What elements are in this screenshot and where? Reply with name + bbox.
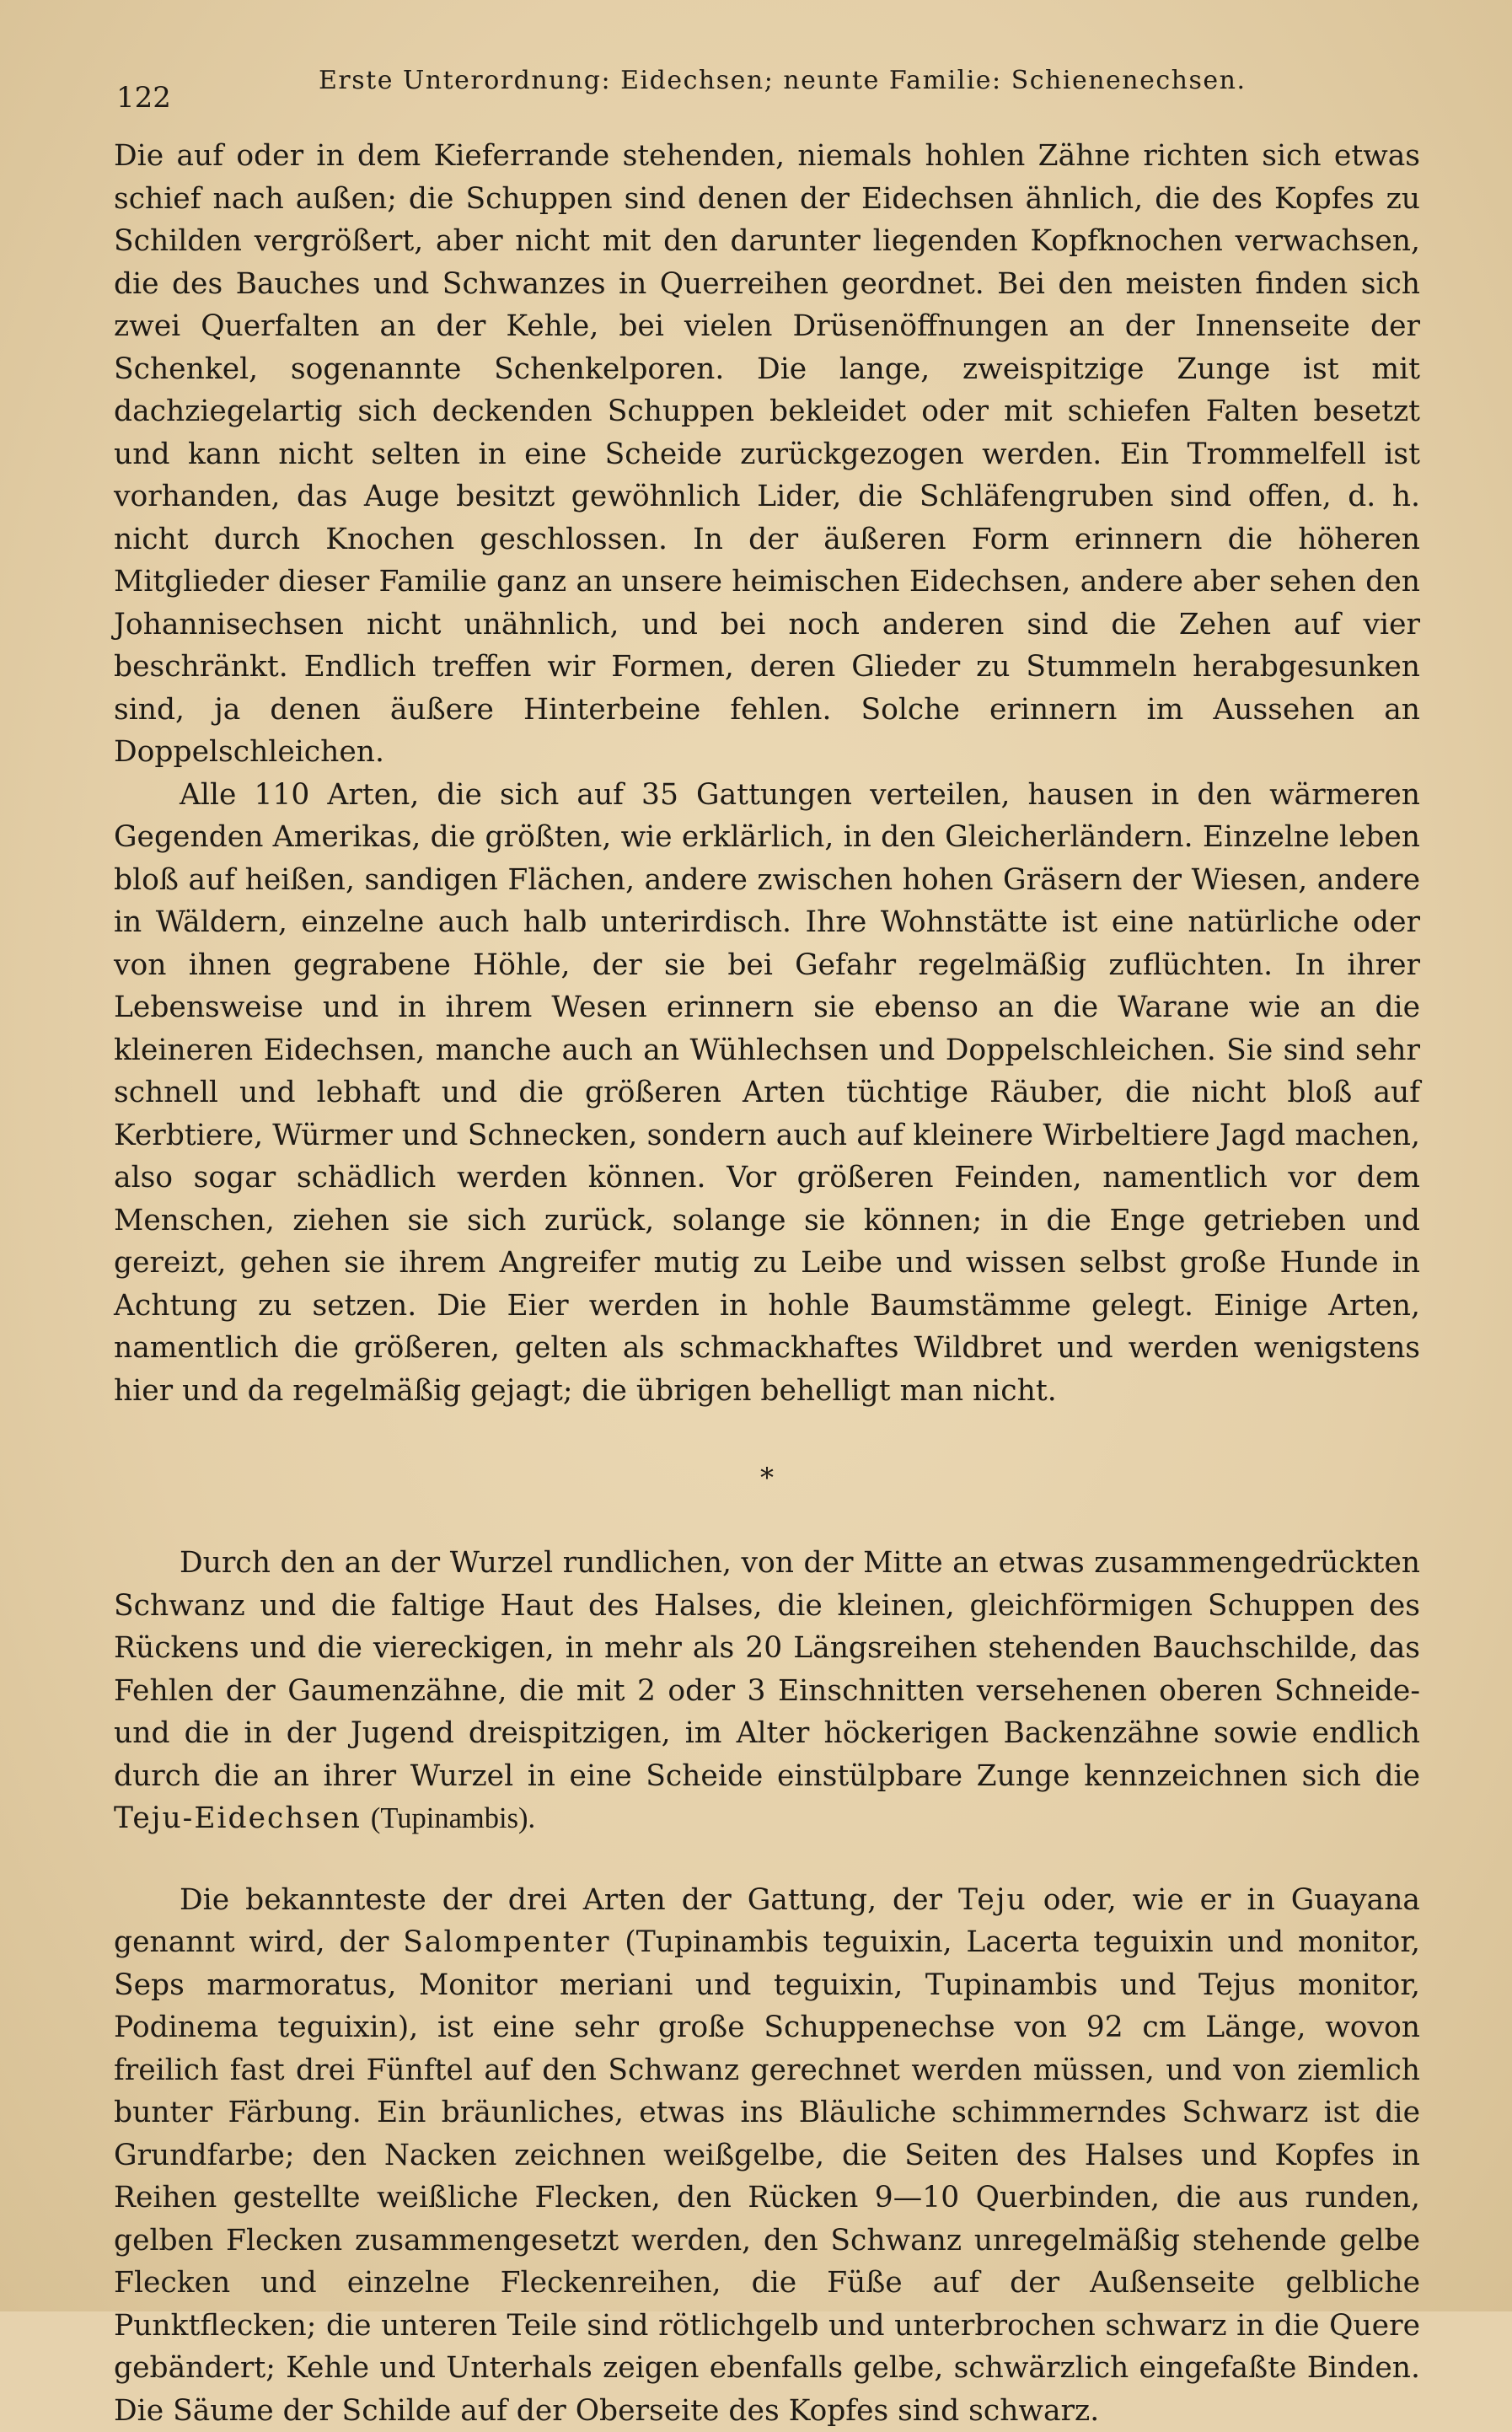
running-head: Erste Unterordnung: Eidechsen; neunte Familie: Schienenechsen.: [319, 66, 1247, 95]
teju-name: Teju: [958, 1883, 1027, 1917]
genus-text: Durch den an der Wurzel rundlichen, von der Mitte an etwas zusammengedrückten Schwanz und die faltige Haut des Halses, die kleinen, gleichförmigen Schuppen des Rückens und die viereckigen, in mehr als 20 Längsreihen stehenden Bauchschilde, das Fehlen der Gaumenzähne, die mit 2 oder 3 Einschnitten versehenen oberen Schneide- und die in der Jugend dreispitzigen, im Alter höckerigen Backenzähne sowie endlich durch die an ihrer Wurzel in eine Scheide einstülpbare Zunge kennzeichnen sich die: [114, 1546, 1420, 1793]
paragraph-distribution: Alle 110 Arten, die sich auf 35 Gattungen verteilen, hausen in den wärmeren Gegenden Amerikas, die größten, wie erklärlich, in den Gleicherländern. Einzelne leben bloß auf heißen, sandigen Flächen, andere zwischen hohen Gräsern der Wiesen, andere in Wäldern, einzelne auch halb unterirdisch. Ihre Wohnstätte ist eine natürliche oder von ihnen gegrabene Höhle, der sie bei Gefahr regelmäßig zuflüchten. In ihrer Lebensweise und in ihrem Wesen erinnern sie ebenso an die Warane wie an die kleineren Eidechsen, manche auch an Wühlechsen und Doppelschleichen. Sie sind sehr schnell und lebhaft und die größeren Arten tüchtige Räuber, die nicht bloß auf Kerbtiere, Würmer und Schnecken, sondern auch auf kleinere Wirbeltiere Jagd machen, also sogar schädlich werden können. Vor größeren Feinden, namentlich vor dem Menschen, ziehen sie sich zurück, solange sie können; in die Enge getrieben und gereizt, gehen sie ihrem Angreifer mutig zu Leibe und wissen selbst große Hunde in Achtung zu setzen. Die Eier werden in hohle Baumstämme gelegt. Einige Arten, namentlich die größeren, gelten als schmackhaftes Wildbret und werden wenigstens hier und da regelmäßig gejagt; die übrigen behelligt man nicht.: [114, 774, 1420, 1413]
page-body: [114, 135, 1420, 2432]
page-number: 122: [116, 81, 171, 115]
salompenter-name: Salompenter: [403, 1925, 610, 1959]
paragraph-teju-description: [114, 1879, 1420, 2432]
paragraph-genus-characteristics: [114, 1542, 1420, 1840]
genus-name: Teju-Eidechsen: [114, 1801, 362, 1835]
teju-text-e: (Tupinambis teguixin, Lacerta teguixin und monitor, Seps marmoratus, Monitor meriani und teguixin, Tupinambis und Tejus monitor, Podinema teguixin), ist eine sehr große Schuppenechse von 92 cm Länge, wovon freilich fast drei Fünftel auf den Schwanz gerechnet werden müssen, und von ziemlich bunter Färbung. Ein bräunliches, etwas ins Bläuliche schimmerndes Schwarz ist die Grundfarbe; den Nacken zeichnen weißgelbe, die Seiten des Halses und Kopfes in Reihen gestellte weißliche Flecken, den Rücken 9—10 Querbinden, die aus runden, gelben Flecken zusammengesetzt werden, den Schwanz unregelmäßig stehende gelbe Flecken und einzelne Fleckenreihen, die Füße auf der Außenseite gelbliche Punktflecken; die unteren Teile sind rötlichgelb und unterbrochen schwarz in die Quere gebändert; Kehle und Unterhals zeigen ebenfalls gelbe, schwärzlich eingefaßte Binden. Die Säume der Schilde auf der Oberseite des Kopfes sind schwarz.: [114, 1925, 1420, 2428]
genus-latin-name: (Tupinambis).: [371, 1802, 535, 1834]
page-header: [116, 66, 1419, 113]
teju-text-c: oder, wie er in Guayana genannt wird, der: [114, 1883, 1420, 1960]
paragraph-family-description: Die auf oder in dem Kieferrande stehenden, niemals hohlen Zähne richten sich etwas schief nach außen; die Schuppen sind denen der Eidechsen ähnlich, die des Kopfes zu Schilden vergrößert, aber nicht mit den darunter liegenden Kopfknochen verwachsen, die des Bauches und Schwanzes in Querreihen geordnet. Bei den meisten finden sich zwei Querfalten an der Kehle, bei vielen Drüsenöffnungen an der Innenseite der Schenkel, sogenannte Schenkelporen. Die lange, zweispitzige Zunge ist mit dachziegelartig sich deckenden Schuppen bekleidet oder mit schiefen Falten besetzt und kann nicht selten in eine Scheide zurückgezogen werden. Ein Trommelfell ist vorhanden, das Auge besitzt gewöhnlich Lider, die Schläfengruben sind offen, d. h. nicht durch Knochen geschlossen. In der äußeren Form erinnern die höheren Mitglieder dieser Familie ganz an unsere heimischen Eidechsen, andere aber sehen den Johannisechsen nicht unähnlich, und bei noch anderen sind die Zehen auf vier beschränkt. Endlich treffen wir Formen, deren Glieder zu Stummeln herabgesunken sind, ja denen äußere Hinterbeine fehlen. Solche erinnern im Aussehen an Doppelschleichen.: [114, 135, 1420, 774]
paragraph-gap: [114, 1840, 1420, 1879]
teju-text-a: Die bekannteste der drei Arten der Gattung, der: [180, 1883, 942, 1917]
section-separator: *: [114, 1461, 1420, 1495]
